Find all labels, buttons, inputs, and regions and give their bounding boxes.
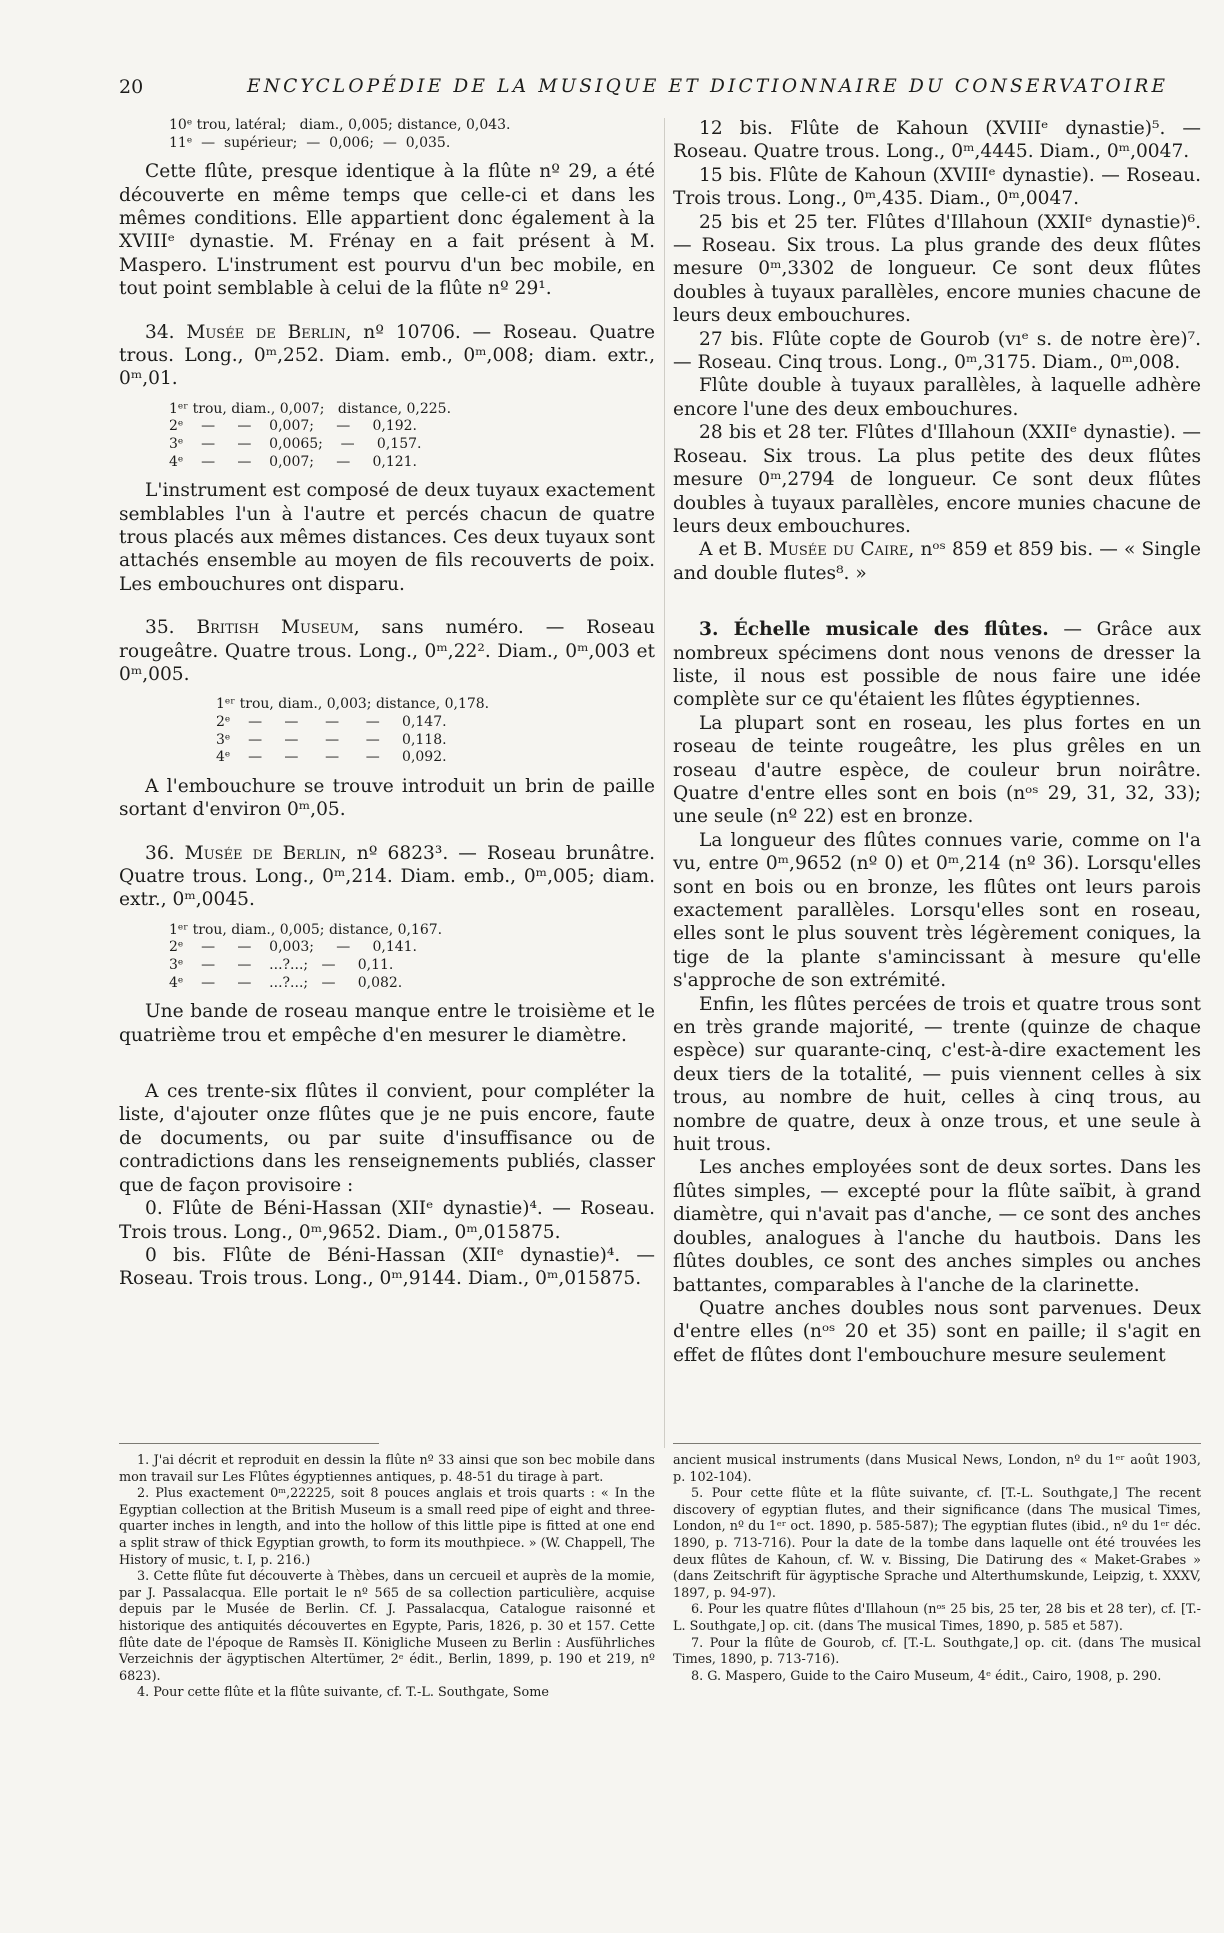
paragraph: 12 bis. Flûte de Kahoun (XVIIIᵉ dynastie)⁵. — Roseau. Quatre trous. Long., 0ᵐ,4445. Diam., 0ᵐ,0047. [673, 118, 1201, 163]
entry-text: , nº 6823³. — Roseau brunâtre. Quatre trous. Long., 0ᵐ,214. Diam. emb., 0ᵐ,005; diam. extr., 0ᵐ,0045. [119, 842, 655, 911]
paragraph: Les anches employées sont de deux sortes. Dans les flûtes simples, — excepté pour la flûte saïbit, à grand diamètre, qui n'avait pas d'anche, — ce sont des anches doubles, analogues à l'anche du hautbois. Dans les flûtes doubles, ce sont des anches simples ou anches battantes, comparables à l'anche de la clarinette. [673, 1157, 1201, 1296]
left-column [119, 117, 655, 1291]
entry-text: , sans numéro. — Roseau rougeâtre. Quatre trous. Long., 0ᵐ,22². Diam., 0ᵐ,003 et 0ᵐ,005. [119, 617, 655, 686]
measure-row: 3ᵉ — — — — 0,118. [216, 731, 447, 748]
page-header [119, 76, 1169, 100]
paragraph: A l'embouchure se trouve introduit un brin de paille sortant d'environ 0ᵐ,05. [119, 775, 655, 821]
footnote-rule [119, 1443, 379, 1444]
paragraph: Quatre anches doubles nous sont parvenues. Deux d'entre elles (nᵒˢ 20 et 35) sont en paille; il s'agit en effet de flûtes dont l'embouchure mesure seulement [673, 1297, 1201, 1366]
right-column [673, 117, 1201, 1367]
column-divider [664, 118, 665, 1448]
paragraph: L'instrument est composé de deux tuyaux exactement semblables l'un à l'autre et percés chacun de quatre trous placés aux mêmes distances. Ces deux tuyaux sont attachés ensemble au moyen de fils recouverts de poix. Les embouchures ont disparu. [119, 480, 655, 595]
paragraph: 25 bis et 25 ter. Flûtes d'Illahoun (XXIIᵉ dynastie)⁶. — Roseau. Six trous. La plus grande des deux flûtes mesure 0ᵐ,3302 de longueur. Ce sont deux flûtes doubles à tuyaux parallèles, encore munies chacune de leurs deux embouchures. [673, 211, 1201, 327]
entry-number: 35. [145, 617, 175, 639]
measure-row: 1ᵉʳ trou, diam., 0,005; distance, 0,167. [169, 921, 443, 938]
measure-row: 1ᵉʳ trou, diam., 0,003; distance, 0,178. [216, 696, 490, 713]
measure-table-36 [119, 922, 655, 992]
paragraph: 0 bis. Flûte de Béni-Hassan (XIIᵉ dynastie)⁴. — Roseau. Trois trous. Long., 0ᵐ,9144. Diam., 0ᵐ,015875. [119, 1244, 655, 1290]
footnote: 3. Cette flûte fut découverte à Thèbes, dans un cercueil et auprès de la momie, par J. Passalacqua. Elle portait le nº 565 de sa collection particulière, acquise depuis par le Musée de Berlin. Cf. J. Passalacqua, Catalogue raisonné et historique des antiquités découvertes en Egypte, Paris, 1826, p. 30 et 157. Cette flûte date de l'époque de Ramsès II. Königliche Museen zu Berlin : Ausführliches Verzeichnis der ägyptischen Altertümer, 2ᵉ édit., Berlin, 1899, p. 190 et 219, nº 6823). [119, 1569, 655, 1684]
paragraph: Enfin, les flûtes percées de trois et quatre trous sont en très grande majorité, — trente (quinze de chaque espèce) sur quarante-cinq, c'est-à-dire exactement les deux tiers de la totalité, — puis viennent celles à six trous, au nombre de huit, celles à cinq trous, au nombre de quatre, deux à onze trous, et une seule à huit trous. [673, 993, 1201, 1156]
running-title: ENCYCLOPÉDIE DE LA MUSIQUE ET DICTIONNAIRE DU CONSERVATOIRE [247, 76, 1169, 97]
paragraph: Une bande de roseau manque entre le troisième et le quatrième trou et empêche d'en mesurer le diamètre. [119, 1001, 655, 1046]
paragraph: Cette flûte, presque identique à la flûte nº 29, a été découverte en même temps que celle-ci et dans les mêmes conditions. Elle appartient donc également à la XVIIIᵉ dynastie. M. Frénay en a fait présent à M. Maspero. L'instrument est pourvu d'un bec mobile, en tout point semblable à celui de la flûte nº 29¹. [119, 161, 655, 300]
museum-name: Musée de Berlin [184, 842, 341, 864]
entry-cairo [673, 538, 1201, 585]
museum-name: Musée du Caire [768, 539, 909, 561]
measure-table-33 [119, 117, 655, 152]
footnote: ancient musical instruments (dans Musical News, London, nº du 1ᵉʳ août 1903, p. 102-104). [673, 1453, 1201, 1485]
measure-row: 11ᵉ — supérieur; — 0,006; — 0,035. [169, 134, 451, 151]
entry-text: , nº 10706. — Roseau. Quatre trous. Long., 0ᵐ,252. Diam. emb., 0ᵐ,008; diam. extr., 0ᵐ,01. [119, 321, 655, 390]
footnote-rule [673, 1443, 1201, 1444]
entry-number: 36. [145, 842, 175, 864]
measure-row: 3ᵉ — — ...?...; — 0,11. [169, 957, 394, 974]
entry-number: 34. [145, 321, 175, 343]
entry-35 [119, 616, 655, 686]
paragraph: 28 bis et 28 ter. Flûtes d'Illahoun (XXIIᵉ dynastie). — Roseau. Six trous. La plus petite des deux flûtes mesure 0ᵐ,2794 de longueur. Ce sont deux flûtes doubles à tuyaux parallèles, encore munies chacune de leurs deux embouchures. [673, 422, 1201, 537]
paragraph: Flûte double à tuyaux parallèles, à laquelle adhère encore l'une des deux embouchures. [673, 375, 1201, 420]
entry-36 [119, 842, 655, 912]
measure-row: 4ᵉ — — ...?...; — 0,082. [169, 974, 403, 991]
measure-row: 2ᵉ — — 0,003; — 0,141. [169, 939, 418, 956]
museum-name: British Museum [196, 617, 354, 639]
measure-row: 3ᵉ — — 0,0065; — 0,157. [169, 436, 422, 453]
footnote: 8. G. Maspero, Guide to the Cairo Museum, 4ᵉ édit., Cairo, 1908, p. 290. [691, 1668, 1162, 1684]
measure-table-35 [119, 696, 655, 766]
measure-row: 4ᵉ — — 0,007; — 0,121. [169, 453, 418, 470]
paragraph: 0. Flûte de Béni-Hassan (XIIᵉ dynastie)⁴. — Roseau. Trois trous. Long., 0ᵐ,9652. Diam., 0ᵐ,015875. [119, 1198, 655, 1243]
paragraph: A ces trente-six flûtes il convient, pour compléter la liste, d'ajouter onze flûtes que je ne puis encore, faute de documents, ou par suite d'insuffisance ou de contradictions dans les renseignements publiés, classer que de façon provisoire : [119, 1081, 655, 1196]
measure-row: 10ᵉ trou, latéral; diam., 0,005; distance, 0,043. [169, 117, 511, 133]
measure-table-34 [119, 401, 655, 471]
measure-row: 4ᵉ — — — — 0,092. [216, 749, 447, 766]
footnote: 7. Pour la flûte de Gourob, cf. [T.-L. Southgate,] op. cit. (dans The musical Times, 1890, p. 713-716). [673, 1635, 1201, 1668]
paragraph: 15 bis. Flûte de Kahoun (XVIIIᵉ dynastie). — Roseau. Trois trous. Long., 0ᵐ,435. Diam., 0ᵐ,0047. [673, 164, 1201, 210]
footnotes-left [119, 1453, 655, 1702]
section-3 [673, 618, 1201, 712]
entry-text: , nᵒˢ 859 et 859 bis. — « Single and double flutes⁸. » [673, 539, 1201, 584]
footnote: 2. Plus exactement 0ᵐ,22225, soit 8 pouces anglais et trois quarts : « In the Egyptian collection at the British Museum is a small reed pipe of eight and three-quarter inches in length, and into the hollow of this little pipe is fitted at one end a split straw of thick Egyptian growth, to form its mouthpiece. » (W. Chappell, The History of music, t. I, p. 216.) [119, 1486, 655, 1568]
entry-34 [119, 321, 655, 391]
footnotes-right [673, 1453, 1201, 1685]
section-text: — Grâce aux nombreux spécimens dont nous venons de dresser la liste, il nous est possible de nous faire une idée complète sur ce qu'étaient les flûtes égyptiennes. [673, 619, 1201, 711]
measure-row: 2ᵉ — — — — 0,147. [216, 714, 447, 731]
paragraph: 27 bis. Flûte copte de Gourob (vıᵉ s. de notre ère)⁷. — Roseau. Cinq trous. Long., 0ᵐ,3175. Diam., 0ᵐ,008. [673, 328, 1201, 374]
footnote: 6. Pour les quatre flûtes d'Illahoun (nᵒˢ 25 bis, 25 ter, 28 bis et 28 ter), cf. [T.-L. Southgate,] op. cit. (dans The musical Times, 1890, p. 585 et 587). [673, 1602, 1201, 1634]
measure-row: 1ᵉʳ trou, diam., 0,007; distance, 0,225. [169, 400, 452, 417]
section-heading: 3. Échelle musicale des flûtes. [699, 619, 1049, 641]
footnote: 1. J'ai décrit et reproduit en dessin la flûte nº 33 ainsi que son bec mobile dans mon travail sur Les Flûtes égyptiennes antiques, p. 48-51 du tirage à part. [119, 1453, 655, 1485]
entry-text: A et B. [699, 539, 769, 561]
footnote: 5. Pour cette flûte et la flûte suivante, cf. [T.-L. Southgate,] The recent discovery of egyptian flutes, and their significance (dans The musical Times, London, nº du 1ᵉʳ oct. 1890, p. 585-587); The egyptian flutes (ibid., nº du 1ᵉʳ déc. 1890, p. 713-716). Pour la date de la tombe dans laquelle ont été trouvées les deux flûtes de Kahoun, cf. W. v. Bissing, Die Datirung des « Maket-Grabes » (dans Zeitschrift für ägyptische Sprache und Alterthumskunde, Leipzig, t. XXXV, 1897, p. 94-97). [673, 1486, 1201, 1601]
measure-row: 2ᵉ — — 0,007; — 0,192. [169, 418, 418, 435]
paragraph: La longueur des flûtes connues varie, comme on l'a vu, entre 0ᵐ,9652 (nº 0) et 0ᵐ,214 (nº 36). Lorsqu'elles sont en bois ou en bronze, les flûtes ont leurs parois exactement parallèles. Lorsqu'elles sont en roseau, elles sont le plus souvent très légèrement coniques, la tige de la plante s'amincissant à mesure qu'elle s'approche de son extrémité. [673, 829, 1201, 992]
page-number: 20 [119, 76, 144, 98]
paragraph: La plupart sont en roseau, les plus fortes en un roseau de teinte rougeâtre, les plus grêles en un roseau d'autre espèce, de couleur brun noirâtre. Quatre d'entre elles sont en bois (nᵒˢ 29, 31, 32, 33); une seule (nº 22) est en bronze. [673, 712, 1201, 828]
museum-name: Musée de Berlin [186, 321, 346, 343]
footnote: 4. Pour cette flûte et la flûte suivante, cf. T.-L. Southgate, Some [137, 1685, 549, 1701]
